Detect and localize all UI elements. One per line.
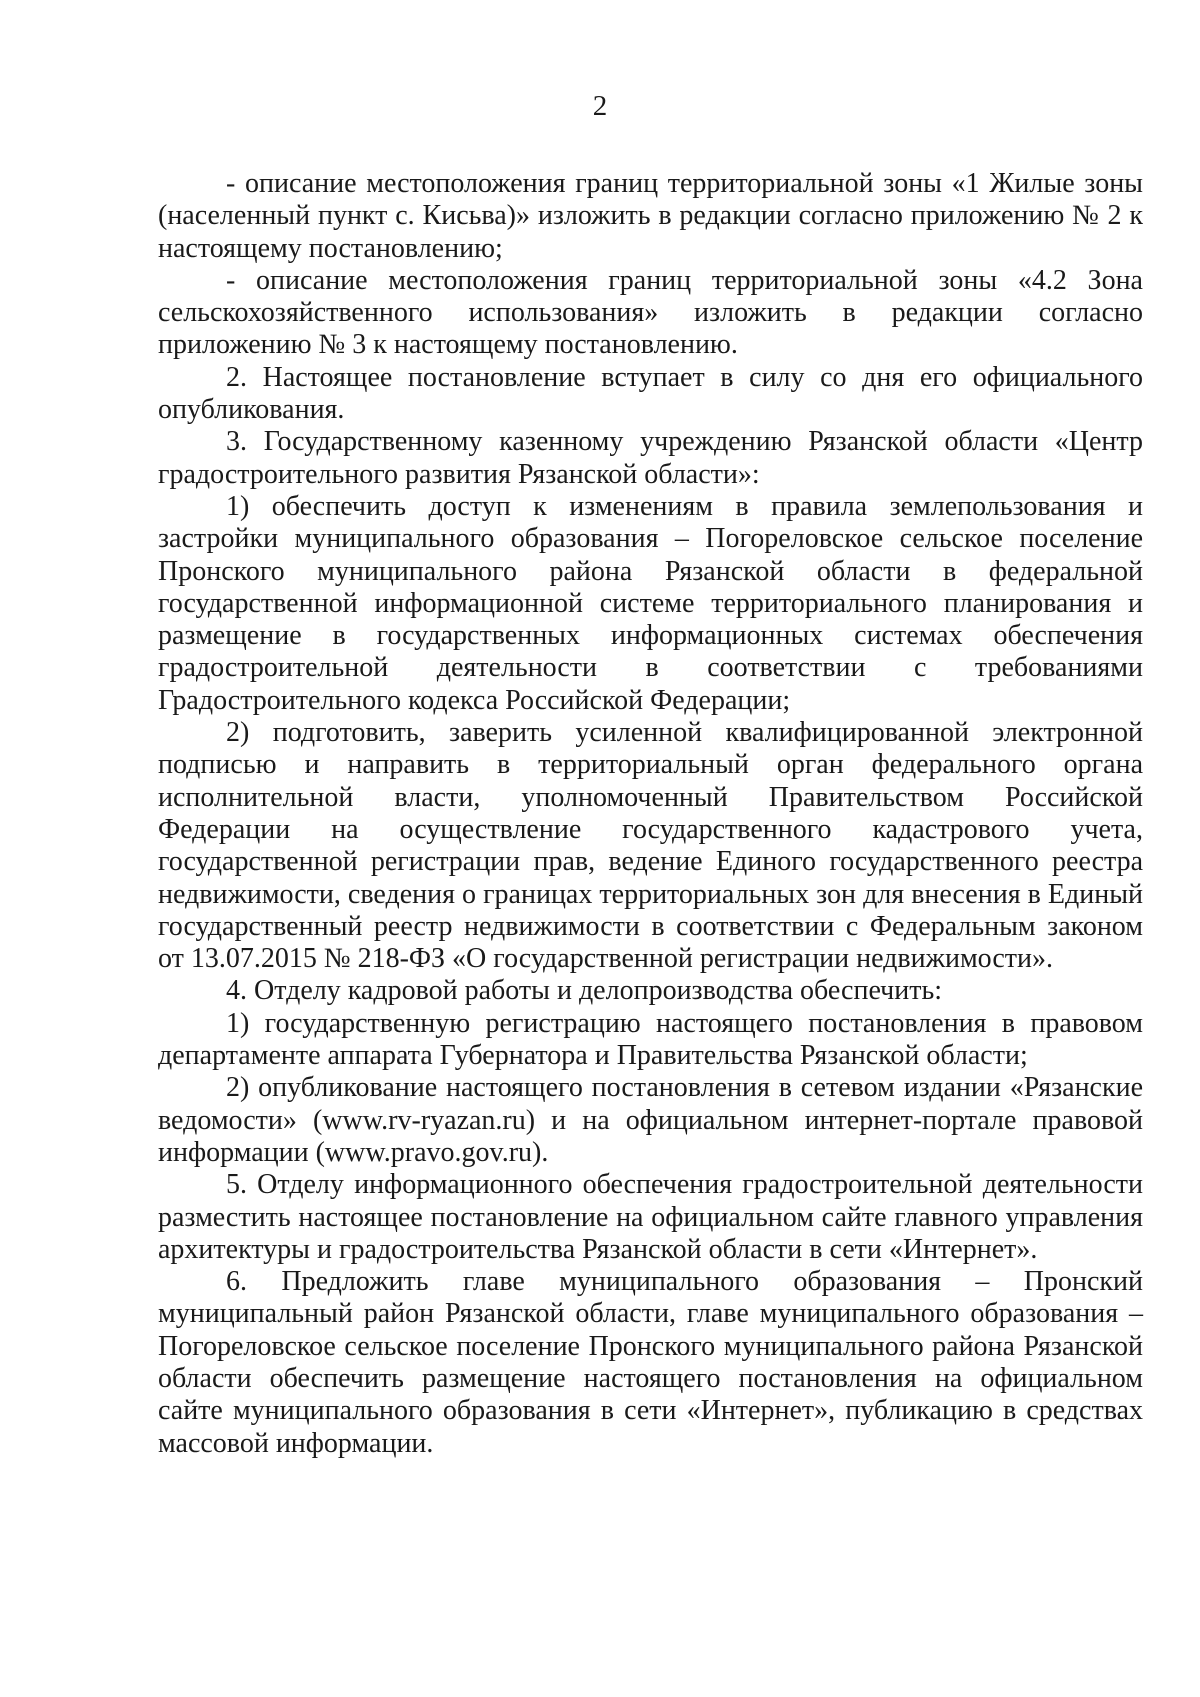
paragraph-item-5-it-department: 5. Отделу информационного обеспечения градостроительной деятельности разместить настоящее постановление на официальном сайте главного управления архитектуры и градостроительства Рязанской области в сети «Интернет».: [158, 1169, 1143, 1265]
paragraph-item-3-1-access: 1) обеспечить доступ к изменениям в правила землепользования и застройки муниципального образования – Погореловское сельское поселение Пронского муниципального района Рязанской области в федеральной государственной информационной системе территориального планирования и размещение в государственных информационных системах обеспечения градостроительной деятельности в соответствии с требованиями Градостроительного кодекса Российской Федерации;: [158, 490, 1143, 716]
paragraph-item-4-hr-department: 4. Отделу кадровой работы и делопроизводства обеспечить:: [226, 975, 943, 1007]
paragraph-zone-1-description: - описание местоположения границ территориальной зоны «1 Жилые зоны (населенный пункт с. Кисьва)» изложить в редакции согласно приложению № 2 к настоящему постановлению;: [158, 168, 1143, 264]
paragraph-item-6-municipal-heads: 6. Предложить главе муниципального образования – Пронский муниципальный район Рязанской области, главе муниципального образования – Погореловское сельское поселение Пронского муниципального района Рязанской области обеспечить размещение настоящего постановления на официальном сайте муниципального образования в сети «Интернет», публикацию в средствах массовой информации.: [158, 1266, 1143, 1459]
paragraph-item-2-effective-date: 2. Настоящее постановление вступает в силу со дня его официального опубликования.: [158, 361, 1143, 426]
document-body: [158, 168, 1143, 1460]
paragraph-item-3-2-registry: 2) подготовить, заверить усиленной квалифицированной электронной подписью и направить в территориальный орган федерального органа исполнительной власти, уполномоченный Правительством Российской Федерации на осуществление государственного кадастрового учета, государственной регистрации прав, ведение Единого государственного реестра недвижимости, сведения о границах территориальных зон для внесения в Единый государственный реестр недвижимости в соответствии с Федеральным законом от 13.07.2015 № 218-ФЗ «О государственной регистрации недвижимости».: [158, 717, 1143, 975]
page-number: 2: [592, 90, 608, 122]
paragraph-zone-4-2-description: - описание местоположения границ территориальной зоны «4.2 Зона сельскохозяйственного использования» изложить в редакции согласно приложению № 3 к настоящему постановлению.: [158, 264, 1143, 361]
paragraph-item-4-1-registration: 1) государственную регистрацию настоящего постановления в правовом департаменте аппарата Губернатора и Правительства Рязанской области;: [158, 1007, 1143, 1072]
paragraph-item-3-urban-development-center: 3. Государственному казенному учреждению Рязанской области «Центр градостроительного развития Рязанской области»:: [158, 426, 1143, 490]
paragraph-item-4-2-publication: 2) опубликование настоящего постановления в сетевом издании «Рязанские ведомости» (www.rv-ryazan.ru) и на официальном интернет-портале правовой информации (www.pravo.gov.ru).: [158, 1072, 1143, 1168]
